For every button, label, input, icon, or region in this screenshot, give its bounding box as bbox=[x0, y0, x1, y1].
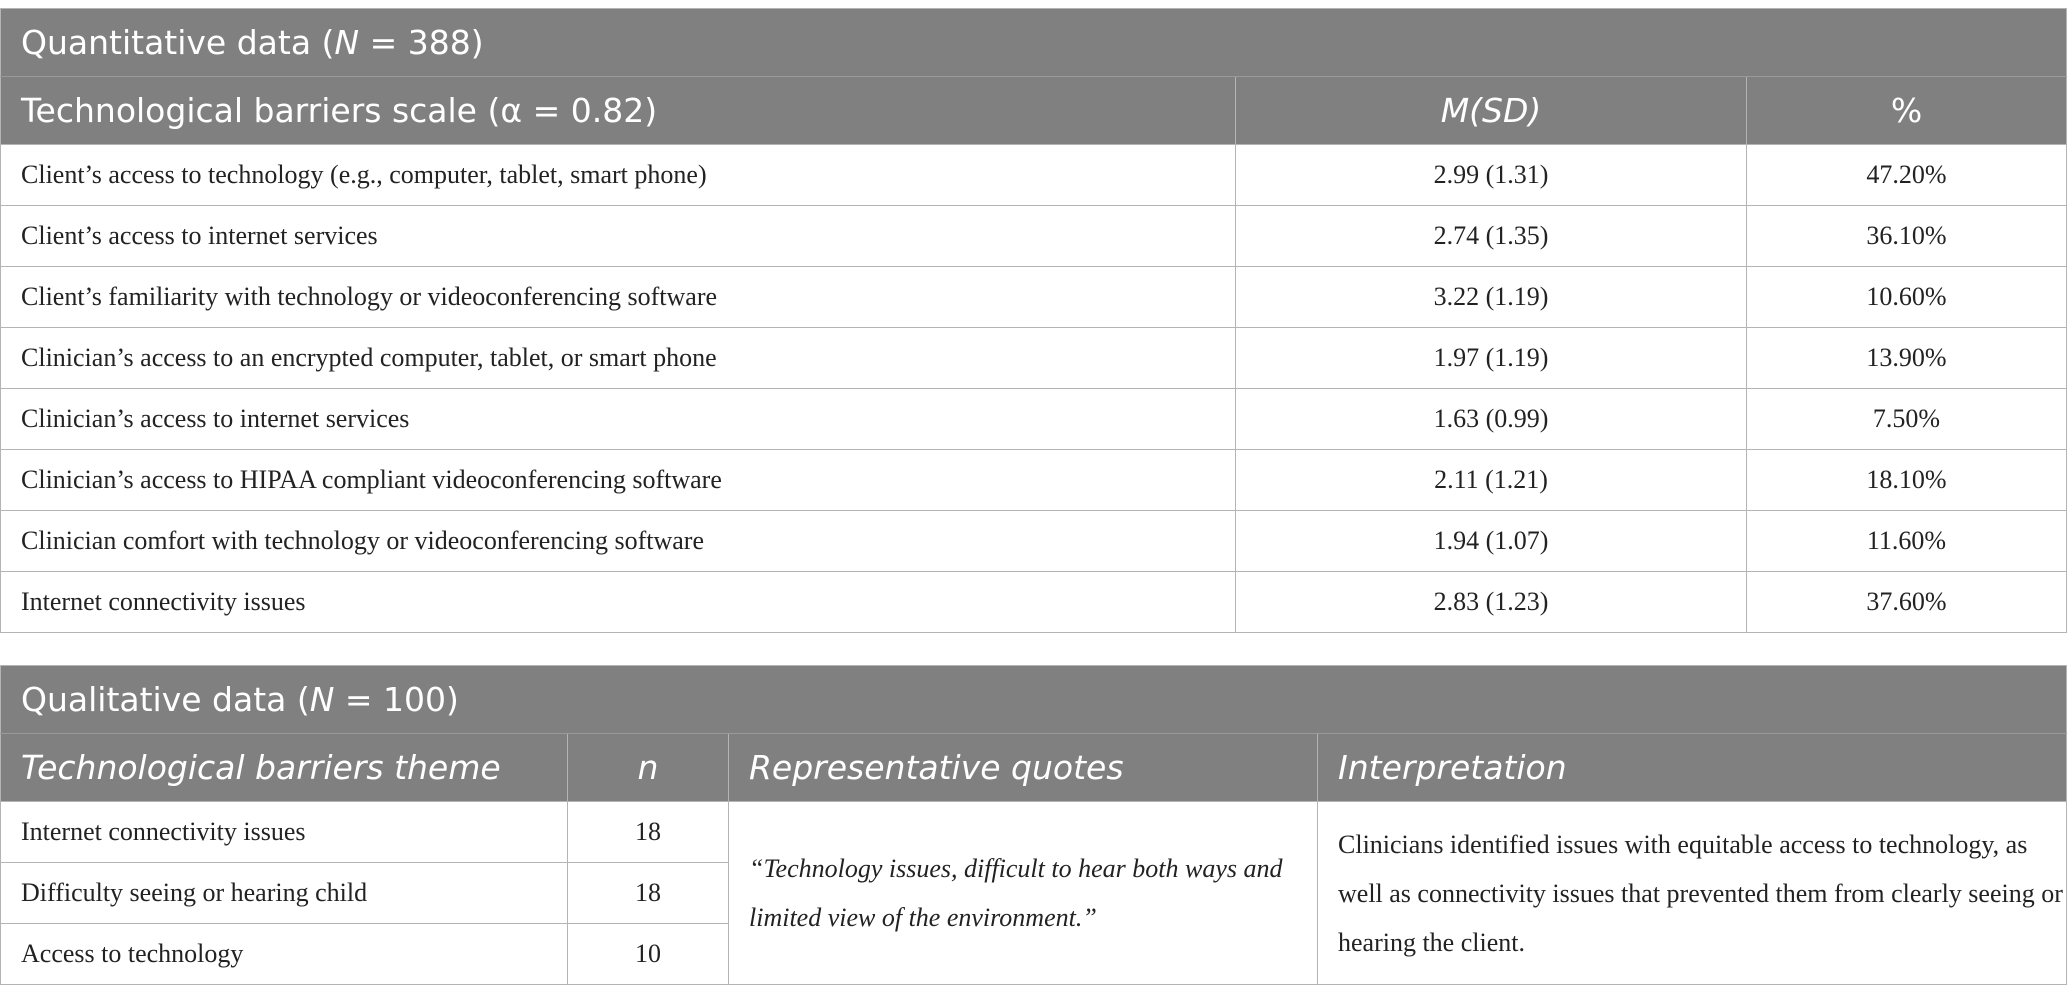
header-n: n bbox=[568, 734, 729, 802]
row-item: Clinician’s access to HIPAA compliant videoconferencing software bbox=[1, 450, 1236, 511]
table-row bbox=[1, 572, 2067, 633]
row-percent: 11.60% bbox=[1747, 511, 2067, 572]
table-row bbox=[1, 328, 2067, 389]
quantitative-table-title bbox=[1, 9, 2067, 77]
n-cell: 18 bbox=[568, 802, 729, 863]
title-suffix: = 100) bbox=[334, 680, 459, 719]
title-suffix: = 388) bbox=[359, 23, 484, 62]
theme-cell: Difficulty seeing or hearing child bbox=[1, 863, 568, 924]
n-cell: 10 bbox=[568, 924, 729, 985]
qualitative-data-table bbox=[0, 665, 2067, 985]
title-prefix: Quantitative data ( bbox=[21, 23, 335, 62]
interpretation-text: Clinicians identified issues with equitable access to technology, as well as connectivity issues that prevented them from clearly seeing or hearing the client. bbox=[1318, 802, 2067, 985]
row-item: Clinician comfort with technology or videoconferencing software bbox=[1, 511, 1236, 572]
row-item: Clinician’s access to an encrypted computer, tablet, or smart phone bbox=[1, 328, 1236, 389]
title-n-symbol: N bbox=[309, 680, 335, 719]
header-percent: % bbox=[1747, 77, 2067, 145]
representative-quote: “Technology issues, difficult to hear both ways and limited view of the environment.” bbox=[729, 802, 1318, 985]
row-msd: 2.99 (1.31) bbox=[1236, 145, 1747, 206]
qualitative-table-title bbox=[1, 666, 2067, 734]
quantitative-header-row bbox=[1, 77, 2067, 145]
n-cell: 18 bbox=[568, 863, 729, 924]
row-percent: 36.10% bbox=[1747, 206, 2067, 267]
row-msd: 1.63 (0.99) bbox=[1236, 389, 1747, 450]
row-percent: 13.90% bbox=[1747, 328, 2067, 389]
row-percent: 37.60% bbox=[1747, 572, 2067, 633]
title-prefix: Qualitative data ( bbox=[21, 680, 310, 719]
title-n-symbol: N bbox=[334, 23, 360, 62]
row-item: Client’s familiarity with technology or videoconferencing software bbox=[1, 267, 1236, 328]
row-item: Client’s access to technology (e.g., computer, tablet, smart phone) bbox=[1, 145, 1236, 206]
row-msd: 2.74 (1.35) bbox=[1236, 206, 1747, 267]
header-msd: M(SD) bbox=[1236, 77, 1747, 145]
row-msd: 2.11 (1.21) bbox=[1236, 450, 1747, 511]
theme-cell: Internet connectivity issues bbox=[1, 802, 568, 863]
qualitative-header-row bbox=[1, 734, 2067, 802]
header-interpretation: Interpretation bbox=[1318, 734, 2067, 802]
row-percent: 18.10% bbox=[1747, 450, 2067, 511]
table-row bbox=[1, 802, 2067, 863]
header-quotes: Representative quotes bbox=[729, 734, 1318, 802]
table-row bbox=[1, 267, 2067, 328]
row-msd: 1.94 (1.07) bbox=[1236, 511, 1747, 572]
table-row bbox=[1, 511, 2067, 572]
row-percent: 7.50% bbox=[1747, 389, 2067, 450]
row-msd: 2.83 (1.23) bbox=[1236, 572, 1747, 633]
quantitative-data-table bbox=[0, 8, 2067, 633]
row-item: Client’s access to internet services bbox=[1, 206, 1236, 267]
theme-cell: Access to technology bbox=[1, 924, 568, 985]
header-scale: Technological barriers scale (α = 0.82) bbox=[1, 77, 1236, 145]
row-percent: 47.20% bbox=[1747, 145, 2067, 206]
row-percent: 10.60% bbox=[1747, 267, 2067, 328]
row-item: Clinician’s access to internet services bbox=[1, 389, 1236, 450]
row-msd: 3.22 (1.19) bbox=[1236, 267, 1747, 328]
header-theme: Technological barriers theme bbox=[1, 734, 568, 802]
table-row bbox=[1, 389, 2067, 450]
table-row bbox=[1, 450, 2067, 511]
table-row bbox=[1, 206, 2067, 267]
table-row bbox=[1, 145, 2067, 206]
row-item: Internet connectivity issues bbox=[1, 572, 1236, 633]
row-msd: 1.97 (1.19) bbox=[1236, 328, 1747, 389]
